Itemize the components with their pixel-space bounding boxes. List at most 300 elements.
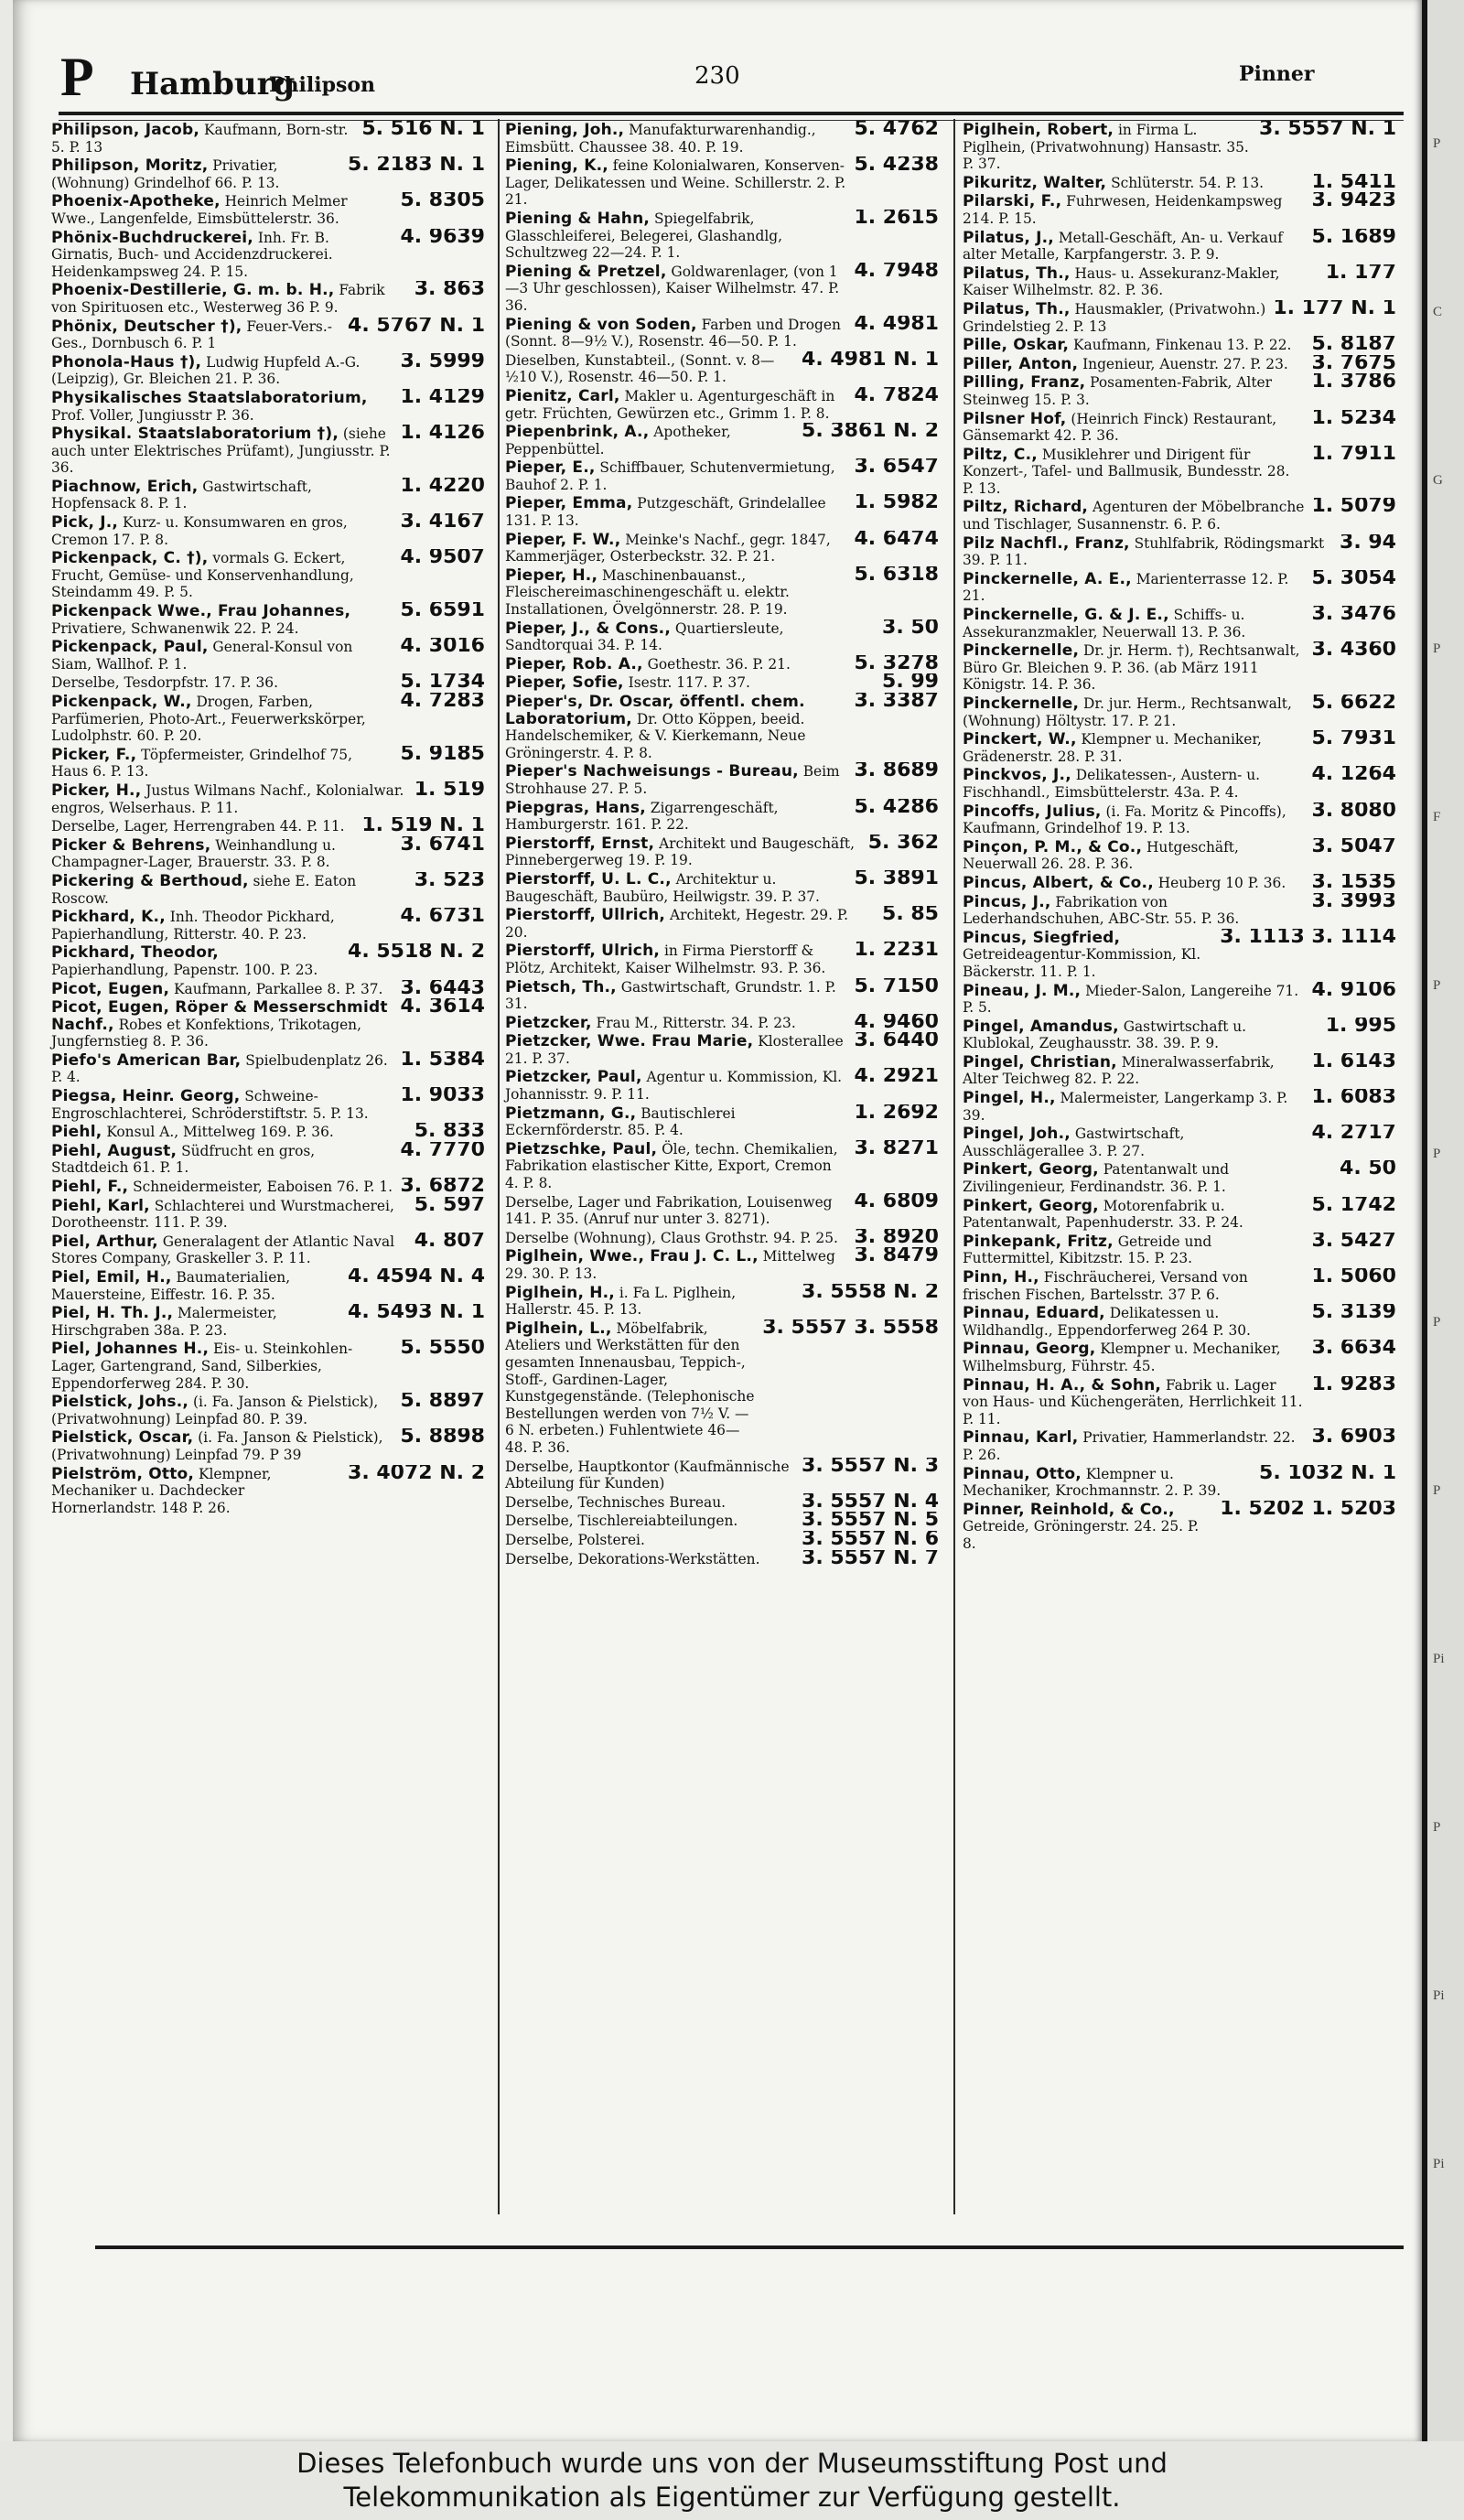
entry-name: Piltz, C., [963, 445, 1038, 464]
entry-details: Privatiere, Schwanenwik 22. P. 24. [51, 619, 299, 637]
entry-name: Physikalisches Staatslaboratorium, [51, 388, 368, 407]
directory-entry [961, 929, 1398, 981]
entry-phone-number: 3. 50 [882, 619, 939, 639]
entry-details: (i. Fa. Janson & Pielstick), (Privatwohnung) Leinpfad 79. P 39 [51, 1429, 383, 1463]
directory-entry [961, 1053, 1398, 1088]
entry-details: Gastwirtschaft, Grundstr. 1. P. 31. [505, 978, 836, 1013]
entry-name: Picker, F., [51, 745, 137, 764]
directory-entry [961, 982, 1398, 1017]
entry-phone-number: 5. 9185 [400, 745, 485, 765]
entry-name: Phönix-Buchdruckerei, [51, 228, 253, 247]
entry-name: Piller, Anton, [963, 354, 1079, 373]
entry-details: Eis- u. Steinkohlen-Lager, Gartengrand, Sand, Silberkies, Eppendorferweg 284. P. 30. [51, 1341, 353, 1392]
directory-entry [961, 893, 1398, 928]
entry-details: Mineralwasserfabrik, Alter Teichweg 82. P. 22. [963, 1053, 1275, 1088]
entry-name: Pickenpack, W., [51, 693, 192, 711]
entry-name: Pieper, Rob. A., [505, 654, 643, 673]
entry-phone-number: 3. 5427 [1311, 1232, 1396, 1252]
entry-name: Pinckernelle, [963, 641, 1080, 661]
entry-phone-number: 3. 7675 [1311, 354, 1396, 373]
entry-name: Pieper, E., [505, 458, 596, 478]
entry-details: Dr. Otto Köppen, beeid. Handelschemiker, & V. Kierkemann, Neue Gröningerstr. 4. P. 8. [505, 710, 806, 761]
last-entry-guide: Pinner [1239, 62, 1315, 86]
directory-entry [961, 1501, 1398, 1553]
entry-name: Pingel, Joh., [963, 1125, 1071, 1144]
directory-entry [503, 1493, 941, 1512]
entry-name: Pilarski, F., [963, 192, 1062, 211]
entry-details: Metall-Geschäft, An- u. Verkauf alter Metalle, Karpfangerstr. 3. P. 9. [963, 229, 1283, 264]
directory-entry [961, 121, 1398, 173]
entry-details: Meinke's Nachf., gegr. 1847, Kammerjäger, Osterbeckstr. 32. P. 21. [505, 531, 831, 565]
entry-details: Goldwarenlager, (von 1—3 Uhr geschlossen), Kaiser Wilhelmstr. 47. P. 36. [505, 263, 840, 314]
entry-phone-number: 3. 9423 [1311, 192, 1396, 212]
entry-phone-number: 4. 807 [414, 1232, 485, 1252]
entry-name: Pickenpack, C. †), [51, 549, 209, 568]
directory-entry [961, 336, 1398, 354]
directory-entry [503, 210, 941, 262]
entry-phone-number: 5. 8897 [400, 1393, 485, 1413]
entry-details: Derselbe, Polsterei. [505, 1531, 645, 1548]
directory-entry [503, 458, 941, 493]
margin-fragment: C [1433, 305, 1443, 319]
entry-phone-number: 4. 4981 N. 1 [802, 350, 939, 371]
directory-entry [961, 766, 1398, 801]
directory-entry [49, 1268, 487, 1303]
entry-name: Pierstorff, Ullrich, [505, 906, 666, 925]
entry-phone-number: 4. 3614 [400, 998, 485, 1018]
directory-entry [49, 746, 487, 781]
entry-details: Derselbe, Lager und Fabrikation, Louisenweg 141. P. 35. (Anruf nur unter 3. 8271). [505, 1193, 833, 1228]
entry-phone-number: 3. 6634 [1311, 1340, 1396, 1360]
entry-phone-number: 4. 6731 [400, 908, 485, 928]
entry-name: Pille, Oskar, [963, 336, 1070, 354]
entry-phone-number: 1. 3786 [1311, 373, 1396, 393]
entry-phone-number: 5. 2183 N. 1 [348, 156, 485, 177]
directory-entry [961, 410, 1398, 445]
entry-phone-number: 3. 5557 N. 7 [802, 1549, 939, 1568]
entry-phone-number: 5. 6591 [400, 602, 485, 622]
entry-details: Motorenfabrik u. Patentanwalt, Papenhuderstr. 33. P. 24. [963, 1197, 1243, 1232]
entry-name: Pickenpack Wwe., Frau Johannes, [51, 602, 351, 621]
page-header [49, 47, 1402, 110]
entry-name: Piening & Hahn, [505, 209, 651, 228]
entry-name: Pieper's Nachweisungs - Bureau, [505, 762, 799, 781]
entry-details: Spielbudenplatz 26. P. 4. [51, 1051, 388, 1086]
entry-details: Robes et Konfektions, Trikotagen, Jungfernstieg 8. P. 36. [51, 1016, 361, 1050]
directory-entry [503, 1229, 941, 1247]
entry-phone-number: 1. 5060 [1311, 1268, 1396, 1287]
directory-entry [49, 192, 487, 227]
entry-name: Picot, Eugen, Röper & Messerschmidt Nachf., [51, 998, 388, 1034]
directory-entry [961, 1197, 1398, 1232]
entry-details: Privatier, (Wohnung) Grindelhof 66. P. 13. [51, 157, 280, 191]
entry-details: (i. Fa. Janson & Pielstick), (Privatwohnung) Leinpfad 80. P. 39. [51, 1394, 379, 1427]
entry-details: Fischräucherei, Versand von frischen Fischen, Bartelsstr. 37 P. 6. [963, 1269, 1248, 1303]
entry-details: Putzgeschäft, Grindelallee 131. P. 13. [505, 495, 826, 530]
directory-entry [961, 1160, 1398, 1195]
entry-phone-number: 5. 6622 [1311, 695, 1396, 714]
entry-name: Pincus, Albert, & Co., [963, 873, 1154, 892]
entry-details: Derselbe, Dekorations-Werkstätten. [505, 1550, 760, 1567]
entry-details: Haus- u. Assekuranz-Makler, Kaiser Wilhelmstr. 82. P. 36. [963, 264, 1280, 299]
entry-name: Pincoffs, Julius, [963, 802, 1102, 821]
entry-phone-number: 3. 5557 N. 3 [802, 1457, 939, 1477]
entry-name: Pinner, Reinhold, & Co., [963, 1500, 1175, 1519]
column-divider [953, 119, 955, 2214]
entry-details: Feuer-Vers.-Ges., Dornbusch 6. P. 1 [51, 318, 332, 352]
entry-name: Piltz, Richard, [963, 498, 1089, 517]
entry-details: Musiklehrer und Dirigent für Konzert-, Tafel- und Ballmusik, Bundesstr. 28. P. 13. [963, 446, 1290, 497]
entry-name: Pietzschke, Paul, [505, 1139, 658, 1158]
margin-fragment: Pi [1433, 1652, 1445, 1666]
entry-phone-number: 1. 4129 [400, 388, 485, 408]
column-divider [498, 119, 500, 2214]
entry-name: Philipson, Moritz, [51, 156, 209, 176]
entry-phone-number: 3. 1535 [1311, 873, 1396, 892]
entry-details: Drogen, Farben, Parfümerien, Photo-Art., Feuerwerkskörper, Ludolphstr. 60. P. 20. [51, 694, 366, 745]
margin-fragment: Pi [1433, 1988, 1445, 2003]
entry-name: Pierstorff, U. L. C., [505, 869, 672, 888]
entry-details: Fuhrwesen, Heidenkampsweg 214. P. 15. [963, 193, 1283, 227]
entry-name: Pinckernelle, A. E., [963, 569, 1132, 588]
entry-details: Hausmakler, (Privatwohn.) Grindelstieg 2. P. 13 [963, 300, 1266, 335]
column-3 [961, 121, 1398, 2242]
directory-entry [49, 1051, 487, 1086]
entry-details: Weinhandlung u. Champagner-Lager, Brauerstr. 33. P. 8. [51, 836, 336, 871]
directory-entry [961, 1376, 1398, 1428]
entry-name: Pierstorff, Ernst, [505, 834, 655, 853]
entry-details: Gastwirtschaft u. Klublokal, Zeughausstr. 38. 39. P. 9. [963, 1018, 1247, 1052]
footer-rule [95, 2245, 1404, 2249]
directory-entry [503, 156, 941, 209]
entry-details: Architektur u. Baugeschäft, Baubüro, Heilwigstr. 39. P. 37. [505, 870, 820, 905]
margin-fragment: P [1433, 641, 1441, 656]
entry-phone-number: 5. 1742 [1311, 1196, 1396, 1216]
entry-details: Fabrikation von Lederhandschuhen, ABC-Str. 55. P. 36. [963, 893, 1240, 928]
entry-phone-number: 3. 94 [1340, 533, 1396, 554]
directory-entry [503, 799, 941, 834]
entry-phone-number: 5. 99 [882, 673, 939, 692]
entry-phone-number: 4. 50 [1340, 1160, 1396, 1180]
directory-entry [503, 835, 941, 869]
entry-phone-number: 5. 8187 [1311, 336, 1396, 354]
entry-name: Piening, Joh., [505, 121, 625, 139]
directory-entry [961, 838, 1398, 873]
entry-phone-number: 3. 8920 [854, 1228, 939, 1247]
directory-entry [503, 1193, 941, 1228]
entry-name: Piening & Pretzel, [505, 262, 667, 281]
entry-phone-number: 3. 6440 [854, 1032, 939, 1052]
entry-name: Pinckvos, J., [963, 766, 1071, 785]
entry-phone-number: 5. 8898 [400, 1428, 485, 1448]
entry-name: Piglhein, Robert, [963, 121, 1114, 139]
entry-details: Agentur u. Kommission, Kl. Johannisstr. 9. P. 11. [505, 1069, 843, 1104]
entry-details: Derselbe, Lager, Herrengraben 44. P. 11. [51, 818, 345, 835]
entry-phone-number: 4. 3016 [400, 638, 485, 658]
directory-entry [503, 1284, 941, 1319]
directory-entry [503, 1032, 941, 1067]
entry-name: Phonola-Haus †), [51, 352, 202, 372]
entry-phone-number: 1. 2692 [854, 1104, 939, 1124]
directory-entry [503, 906, 941, 941]
directory-entry [49, 478, 487, 512]
directory-entry [503, 494, 941, 529]
entry-phone-number: 5. 3054 [1311, 569, 1396, 589]
entry-name: Pilling, Franz, [963, 373, 1086, 393]
entry-name: Pickenpack, Paul, [51, 638, 209, 657]
entry-details: Malermeister, Hirschgraben 38a. P. 23. [51, 1305, 277, 1339]
entry-details: Kaufmann, Parkallee 8. P. 37. [174, 980, 383, 997]
entry-details: Schlachterei und Wurstmacherei, Dorotheenstr. 111. P. 39. [51, 1197, 394, 1232]
entry-details: Justus Wilmans Nachf., Kolonialwar. engros, Welserhaus. P. 11. [51, 781, 404, 816]
directory-entry [503, 1319, 941, 1457]
entry-name: Pinkert, Georg, [963, 1196, 1099, 1215]
entry-details: Dr. jur. Herm., Rechtsanwalt, (Wohnung) Höltystr. 17. P. 21. [963, 695, 1292, 729]
entry-name: Piglhein, Wwe., Frau J. C. L., [505, 1247, 759, 1266]
entry-phone-number: 1. 177 [1325, 264, 1396, 284]
directory-entry [49, 1142, 487, 1177]
directory-entry [49, 1465, 487, 1517]
entry-phone-number: 1. 177 N. 1 [1273, 299, 1396, 319]
margin-fragment: G [1433, 473, 1443, 488]
entry-name: Piel, Johannes H., [51, 1340, 210, 1359]
entry-details: in Firma L. Piglhein, (Privatwohnung) Hansastr. 35. P. 37. [963, 122, 1249, 173]
directory-entry [49, 1197, 487, 1232]
entry-details: Schneidermeister, Eaboisen 76. P. 1. [133, 1179, 393, 1196]
entry-phone-number: 3. 8479 [854, 1247, 939, 1267]
entry-details: Papierhandlung, Papenstr. 100. P. 23. [51, 961, 318, 978]
entry-phone-number: 4. 4594 N. 4 [348, 1268, 485, 1287]
entry-details: Gastwirtschaft, Ausschlägerallee 3. P. 27. [963, 1125, 1185, 1159]
column-2 [503, 121, 941, 2242]
directory-entry [49, 156, 487, 191]
donation-notice [0, 2441, 1464, 2520]
notice-line-2: Telekommunikation als Eigentümer zur Verfügung gestellt. [343, 2482, 1121, 2513]
entry-name: Pielstick, Johs., [51, 1393, 189, 1412]
entry-details: Manufakturwarenhandig., Eimsbütt. Chaussee 38. 40. P. 19. [505, 122, 816, 156]
entry-name: Piehl, [51, 1123, 102, 1141]
directory-entry [503, 387, 941, 422]
entry-phone-number: 5. 1689 [1311, 228, 1396, 248]
entry-name: Piening & von Soden, [505, 315, 697, 334]
directory-entry [49, 673, 487, 692]
entry-name: Pilatus, J., [963, 228, 1054, 247]
entry-phone-number: 1. 519 [414, 781, 485, 801]
directory-entry [49, 389, 487, 424]
directory-entry [49, 425, 487, 477]
entry-name: Pinckernelle, [963, 695, 1080, 713]
entry-phone-number: 3. 5999 [400, 352, 485, 372]
entry-phone-number: 3. 6741 [400, 835, 485, 856]
entry-details: Bautischlerei Eckernförderstr. 85. P. 4. [505, 1104, 736, 1139]
entry-phone-number: 1. 9283 [1311, 1375, 1396, 1395]
entry-details: Isestr. 117. P. 37. [628, 674, 750, 692]
entry-details: Dr. jr. Herm. †), Rechtsanwalt, Büro Gr. Bleichen 9. P. 36. (ab März 1911 Königstr. 14. P. 36. [963, 642, 1300, 694]
entry-name: Pietzcker, Wwe. Frau Marie, [505, 1032, 754, 1051]
entry-phone-number: 1. 4126 [400, 425, 485, 445]
entry-name: Piachnow, Erich, [51, 477, 199, 496]
entry-name: Phoenix-Apotheke, [51, 192, 221, 211]
entry-phone-number: 3. 6443 [400, 979, 485, 998]
entry-phone-number: 5. 3278 [854, 654, 939, 673]
entry-details: Patentanwalt und Zivilingenieur, Ferdinandstr. 36. P. 1. [963, 1161, 1230, 1196]
entry-name: Pietzmann, G., [505, 1104, 637, 1123]
entry-details: Schlüterstr. 54. P. 13. [1111, 174, 1265, 191]
first-entry-guide: Philipson [269, 73, 376, 97]
directory-entry [49, 1178, 487, 1196]
entry-phone-number: 1. 9033 [400, 1087, 485, 1107]
entry-phone-number: 5. 1032 N. 1 [1259, 1464, 1396, 1484]
directory-entry [961, 570, 1398, 605]
directory-entry [961, 695, 1398, 729]
entry-name: Pinnau, Otto, [963, 1464, 1082, 1483]
margin-fragment: F [1433, 810, 1441, 824]
directory-entry [49, 353, 487, 388]
entry-name: Pilsner Hof, [963, 409, 1067, 428]
directory-entry [49, 836, 487, 871]
entry-name: Pinkepank, Fritz, [963, 1232, 1114, 1251]
entry-phone-number: 3. 863 [414, 281, 485, 301]
directory-entry [503, 1550, 941, 1568]
directory-entry [503, 531, 941, 565]
entry-phone-number: 5. 597 [414, 1196, 485, 1216]
directory-entry [49, 1233, 487, 1267]
entry-details: (Heinrich Finck) Restaurant, Gänsemarkt 42. P. 36. [963, 410, 1277, 445]
entry-details: Konsul A., Mittelweg 169. P. 36. [106, 1124, 334, 1141]
entry-name: Piglhein, H., [505, 1283, 615, 1302]
entry-phone-number: 4. 4981 [854, 315, 939, 335]
entry-details: Derselbe, Tesdorpfstr. 17. P. 36. [51, 674, 278, 692]
entry-name: Pieper, Sofie, [505, 673, 624, 692]
entry-phone-number: 1. 5384 [400, 1050, 485, 1071]
directory-entry [49, 602, 487, 637]
entry-phone-number: 3. 523 [414, 871, 485, 891]
entry-name: Physikal. Staatslaboratorium †), [51, 425, 339, 444]
entry-details: Kaufmann, Finkenau 13. P. 22. [1073, 337, 1292, 354]
entry-name: Pinn, H., [963, 1268, 1039, 1287]
directory-entry [503, 423, 941, 458]
entry-details: Inh. Theodor Pickhard, Papierhandlung, Ritterstr. 40. P. 23. [51, 909, 335, 942]
entry-phone-number: 5. 5550 [400, 1340, 485, 1360]
entry-name: Pieper, H., [505, 565, 598, 585]
directory-entry [49, 1087, 487, 1122]
entry-details: Kaufmann, Born-str. 5. P. 13 [51, 122, 349, 156]
entry-details: vormals G. Eckert, Frucht, Gemüse- und Konservenhandlung, Steindamm 49. P. 5. [51, 550, 354, 601]
directory-entry [503, 1458, 941, 1492]
entry-phone-number: 5. 833 [414, 1123, 485, 1141]
directory-entry [961, 1465, 1398, 1500]
entry-details: Klosterallee 21. P. 37. [505, 1033, 844, 1067]
directory-entry [49, 1428, 487, 1463]
entry-phone-number: 1. 4220 [400, 477, 485, 497]
entry-name: Pieper, F. W., [505, 530, 621, 549]
margin-fragment: P [1433, 1820, 1441, 1835]
directory-entry [49, 998, 487, 1050]
entry-details: Schiffbauer, Schutenvermietung, Bauhof 2. P. 1. [505, 459, 835, 493]
entry-details: Beim Strohhause 27. P. 5. [505, 763, 840, 797]
entry-phone-number: 4. 5767 N. 1 [348, 317, 485, 337]
directory-entry [49, 980, 487, 998]
entry-name: Pielstick, Oscar, [51, 1428, 194, 1448]
entry-name: Pilatus, Th., [963, 264, 1071, 283]
entry-details: Derselbe (Wohnung), Claus Grothstr. 94. P. 25. [505, 1229, 838, 1246]
entry-phone-number: 3. 3476 [1311, 606, 1396, 626]
entry-phone-number: 4. 2921 [854, 1068, 939, 1088]
entry-name: Pinnau, Georg, [963, 1340, 1096, 1359]
entry-phone-number: 5. 4286 [854, 798, 939, 818]
entry-phone-number: 1. 7911 [1311, 445, 1396, 465]
entry-phone-number: 1. 995 [1325, 1017, 1396, 1037]
entry-name: Pietsch, Th., [505, 977, 617, 996]
entry-name: Pietzcker, Paul, [505, 1068, 642, 1087]
entry-details: Zigarrengeschäft, Hamburgerstr. 161. P. 22. [505, 799, 779, 834]
directory-entry [49, 908, 487, 942]
entry-name: Phönix, Deutscher †), [51, 317, 242, 336]
entry-phone-number: 5. 516 N. 1 [361, 121, 485, 140]
entry-phone-number: 1. 5202 1. 5203 [1220, 1500, 1396, 1520]
directory-entry [49, 1340, 487, 1392]
directory-entry [49, 693, 487, 745]
directory-entry [961, 1125, 1398, 1159]
directory-entry [961, 229, 1398, 264]
entry-phone-number: 4. 7948 [854, 262, 939, 282]
directory-entry [503, 673, 941, 692]
entry-details: Klempner u. Mechaniker, Wilhelmsburg, Führstr. 45. [963, 1341, 1281, 1374]
entry-name: Pinçon, P. M., & Co., [963, 837, 1143, 856]
page-number: 230 [694, 62, 740, 90]
entry-details: Stuhlfabrik, Rödingsmarkt 39. P. 11. [963, 534, 1325, 569]
entry-details: Makler u. Agenturgeschäft in getr. Früchten, Gewürzen etc., Grimm 1. P. 8. [505, 387, 835, 422]
entry-phone-number: 3. 3993 [1311, 892, 1396, 912]
entry-name: Piefo's American Bar, [51, 1050, 242, 1070]
entry-details: Kurz- u. Konsumwaren en gros, Cremon 17. P. 8. [51, 514, 348, 548]
directory-entry [961, 730, 1398, 765]
entry-details: Spiegelfabrik, Glasschleiferei, Belegerei, Glashandlg, Schultzweg 22—24. P. 1. [505, 210, 783, 262]
entry-details: siehe E. Eaton Roscow. [51, 872, 357, 907]
entry-phone-number: 3. 3387 [854, 693, 939, 712]
entry-details: Quartiersleute, Sandtorquai 34. P. 14. [505, 619, 784, 654]
directory-entry [961, 1268, 1398, 1303]
entry-phone-number: 4. 1264 [1311, 766, 1396, 786]
phonebook-page [13, 0, 1422, 2441]
entry-phone-number: 5. 4238 [854, 156, 939, 177]
entry-phone-number: 5. 6318 [854, 565, 939, 586]
directory-entry [503, 351, 941, 386]
entry-phone-number: 1. 6083 [1311, 1089, 1396, 1109]
entry-details: General-Konsul von Siam, Wallhof. P. 1. [51, 639, 353, 673]
entry-phone-number: 4. 7770 [400, 1141, 485, 1161]
entry-name: Pingel, Christian, [963, 1052, 1117, 1072]
directory-entry [503, 655, 941, 673]
entry-name: Pineau, J. M., [963, 981, 1082, 1000]
entry-phone-number: 4. 7283 [400, 693, 485, 712]
directory-entry [503, 1247, 941, 1282]
entry-details: Klempner u. Mechaniker, Krochmannstr. 2. P. 39. [963, 1465, 1222, 1500]
margin-fragment: P [1433, 1483, 1441, 1498]
directory-entry [503, 263, 941, 315]
entry-details: Heinrich Melmer Wwe., Langenfelde, Eimsbüttelerstr. 36. [51, 193, 348, 227]
entry-name: Pierstorff, Ulrich, [505, 942, 661, 961]
entry-details: in Firma Pierstorff & Plötz, Architekt, Kaiser Wilhelmstr. 93. P. 36. [505, 942, 826, 976]
entry-phone-number: 5. 362 [867, 834, 939, 854]
entry-name: Pinckert, W., [963, 730, 1077, 749]
entry-phone-number: 5. 1734 [400, 673, 485, 692]
directory-entry [503, 1014, 941, 1032]
entry-phone-number: 1. 5079 [1311, 498, 1396, 518]
entry-name: Pickhard, K., [51, 908, 166, 927]
next-page-margin [1427, 0, 1464, 2441]
entry-name: Pikuritz, Walter, [963, 173, 1107, 192]
